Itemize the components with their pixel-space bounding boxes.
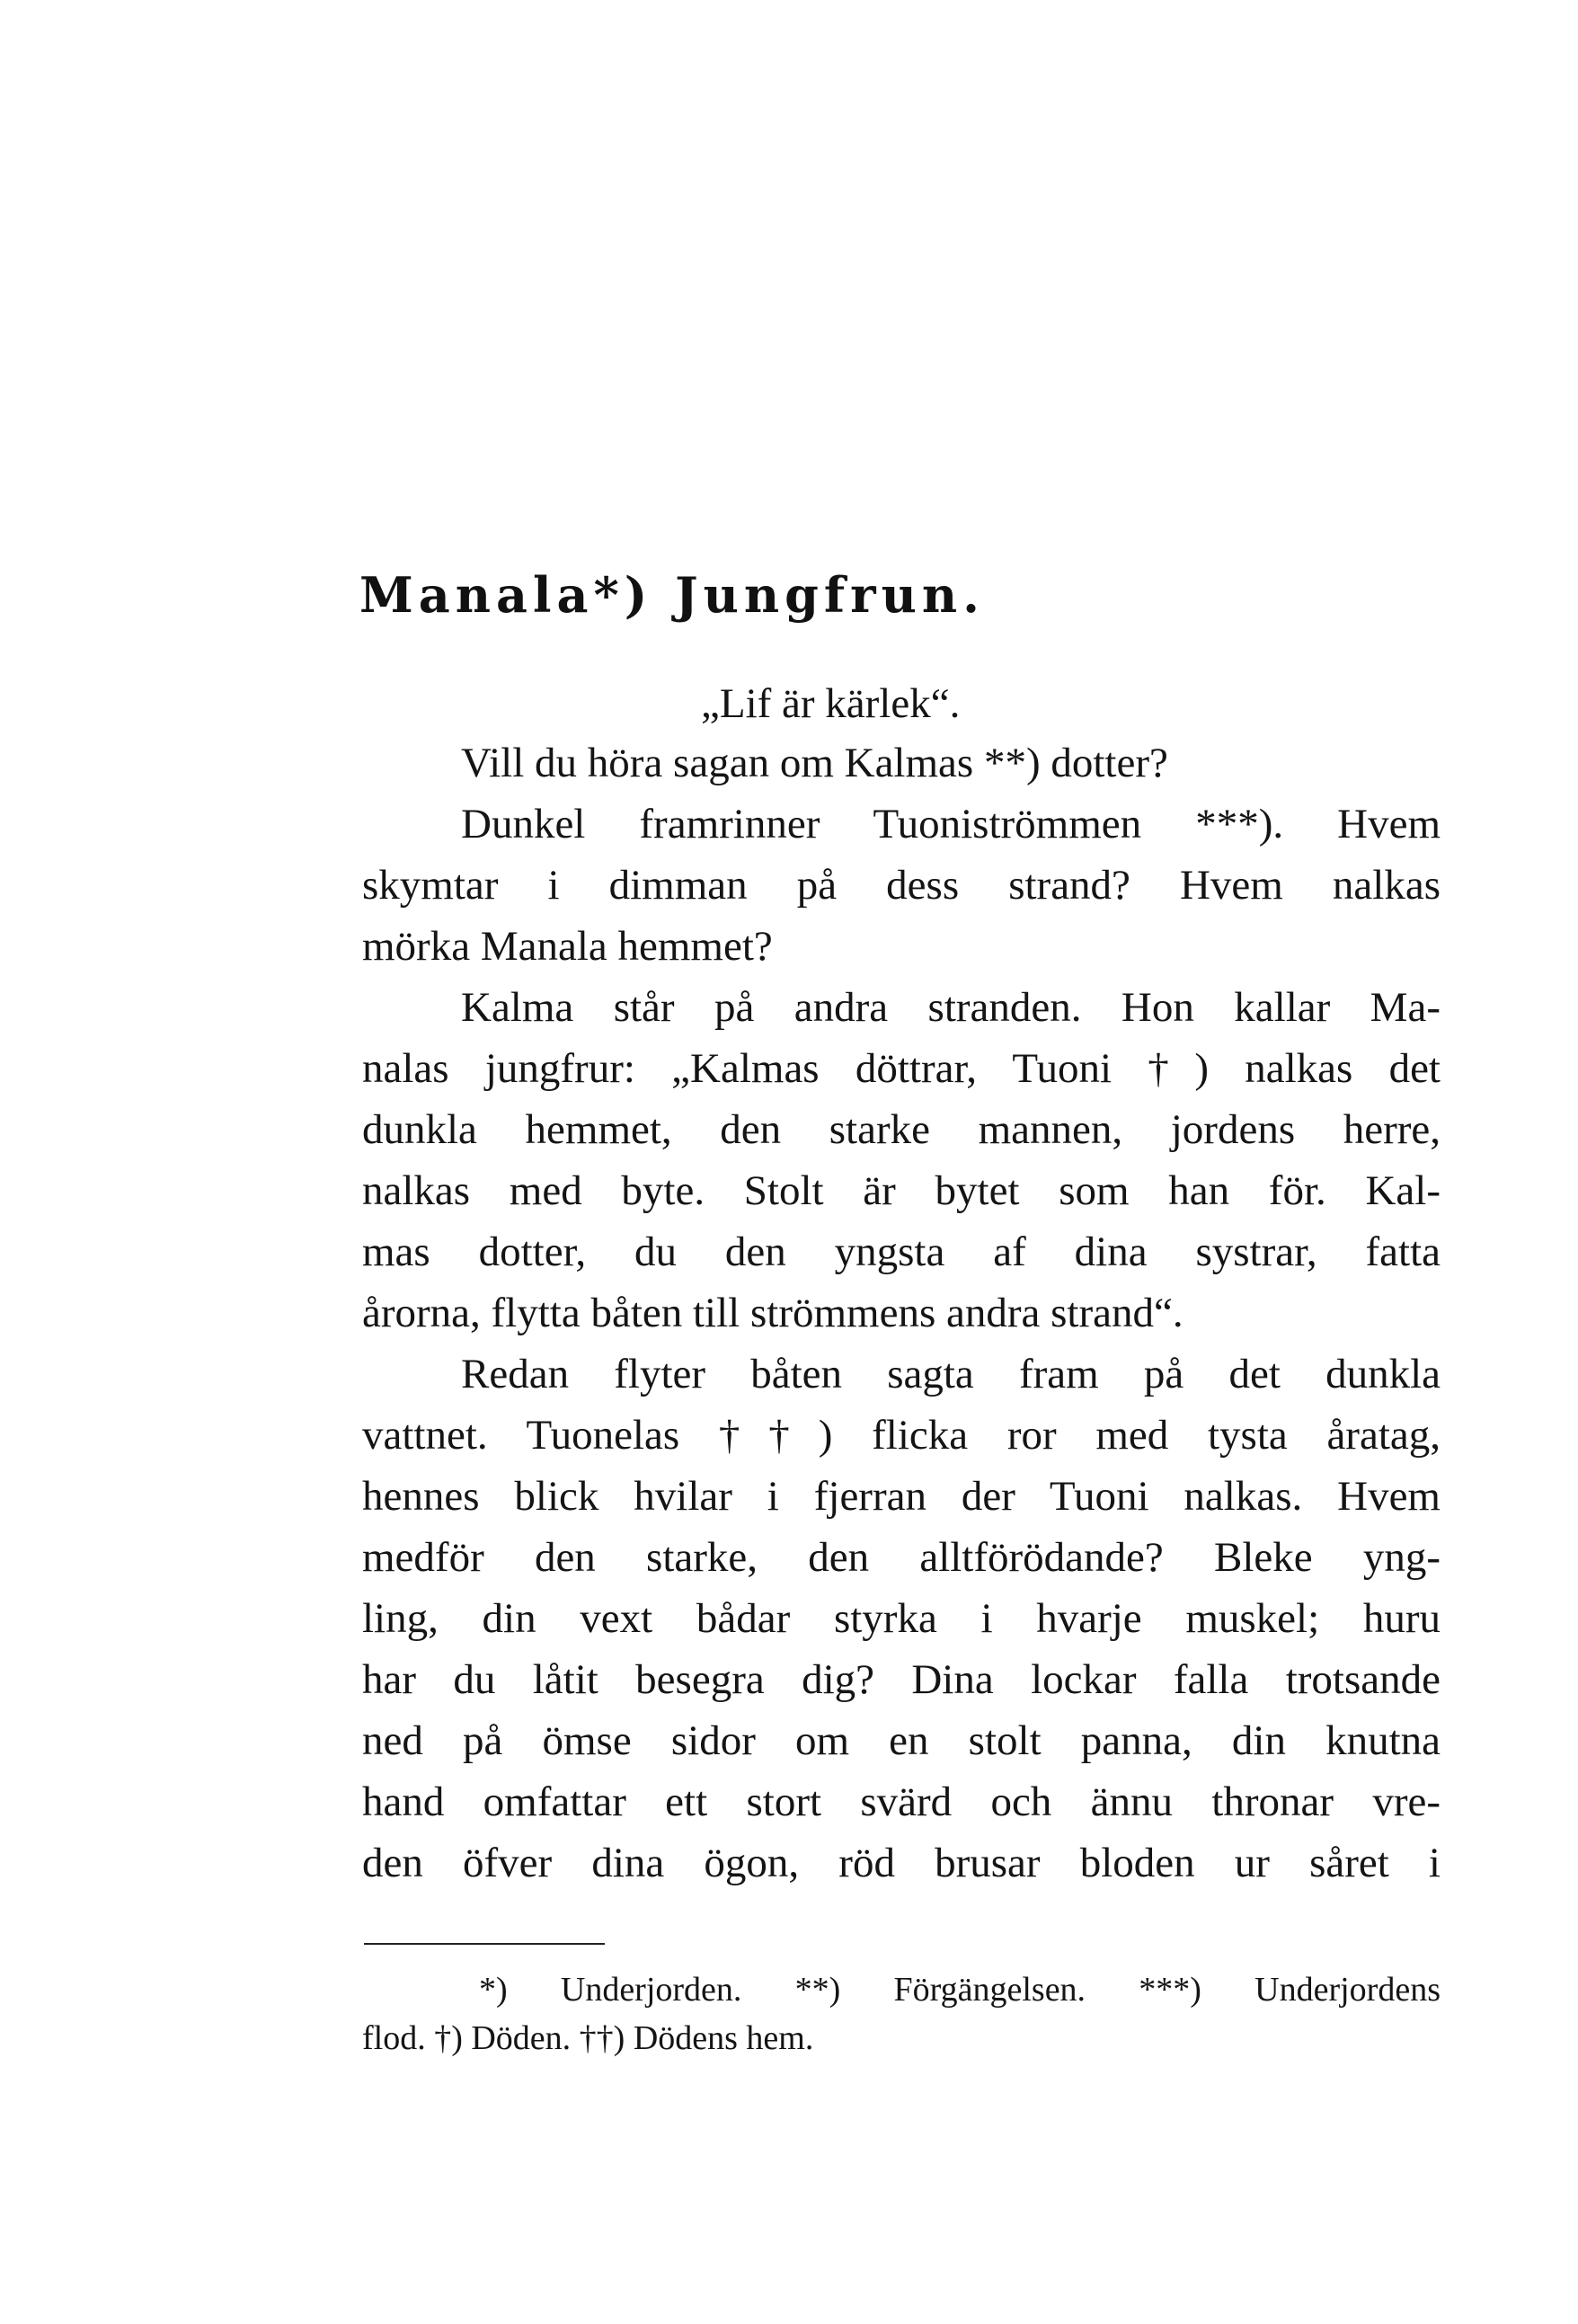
text-line: hennes blick hvilar i fjerran der Tuoni nalkas. Hvem	[362, 1473, 1441, 1520]
text-line: ling, din vext bådar styrka i hvarje muskel; huru	[362, 1595, 1441, 1642]
text-line: nalas jungfrur: „Kalmas döttrar, Tuoni †) nalkas det	[362, 1045, 1441, 1092]
footnote-divider	[364, 1943, 605, 1945]
chapter-title: Manala*) Jungfrun.	[359, 566, 985, 624]
text-line: vattnet. Tuonelas ††) flicka ror med tysta åratag,	[362, 1412, 1441, 1459]
text-line: medför den starke, den alltförödande? Bleke yng-	[362, 1534, 1441, 1581]
text-line: nalkas med byte. Stolt är bytet som han för. Kal-	[362, 1167, 1441, 1214]
text-line: den öfver dina ögon, röd brusar bloden ur såret i	[362, 1840, 1441, 1886]
text-line: Kalma står på andra stranden. Hon kallar Ma-	[461, 984, 1441, 1031]
text-line: hand omfattar ett stort svärd och ännu thronar vre-	[362, 1778, 1441, 1825]
footnote-line: flod. †) Döden. ††) Dödens hem.	[362, 2019, 814, 2057]
text-line: Redan flyter båten sagta fram på det dunkla	[461, 1351, 1441, 1397]
footnote-line: *) Underjorden. **) Förgängelsen. ***) Underjordens	[479, 1971, 1441, 2009]
text-line: mas dotter, du den yngsta af dina systrar, fatta	[362, 1229, 1441, 1275]
text-line: dunkla hemmet, den starke mannen, jordens herre,	[362, 1106, 1441, 1153]
text-line: har du låtit besegra dig? Dina lockar falla trotsande	[362, 1656, 1441, 1703]
text-line: årorna, flytta båten till strömmens andra strand“.	[362, 1290, 1184, 1336]
text-line: skymtar i dimman på dess strand? Hvem nalkas	[362, 862, 1441, 909]
text-line: mörka Manala hemmet?	[362, 923, 773, 970]
epigraph: „Lif är kärlek“.	[701, 680, 961, 727]
text-line: Vill du höra sagan om Kalmas **) dotter?	[461, 740, 1168, 786]
text-line: ned på ömse sidor om en stolt panna, din knutna	[362, 1717, 1441, 1764]
text-line: Dunkel framrinner Tuoniströmmen ***). Hvem	[461, 801, 1441, 847]
